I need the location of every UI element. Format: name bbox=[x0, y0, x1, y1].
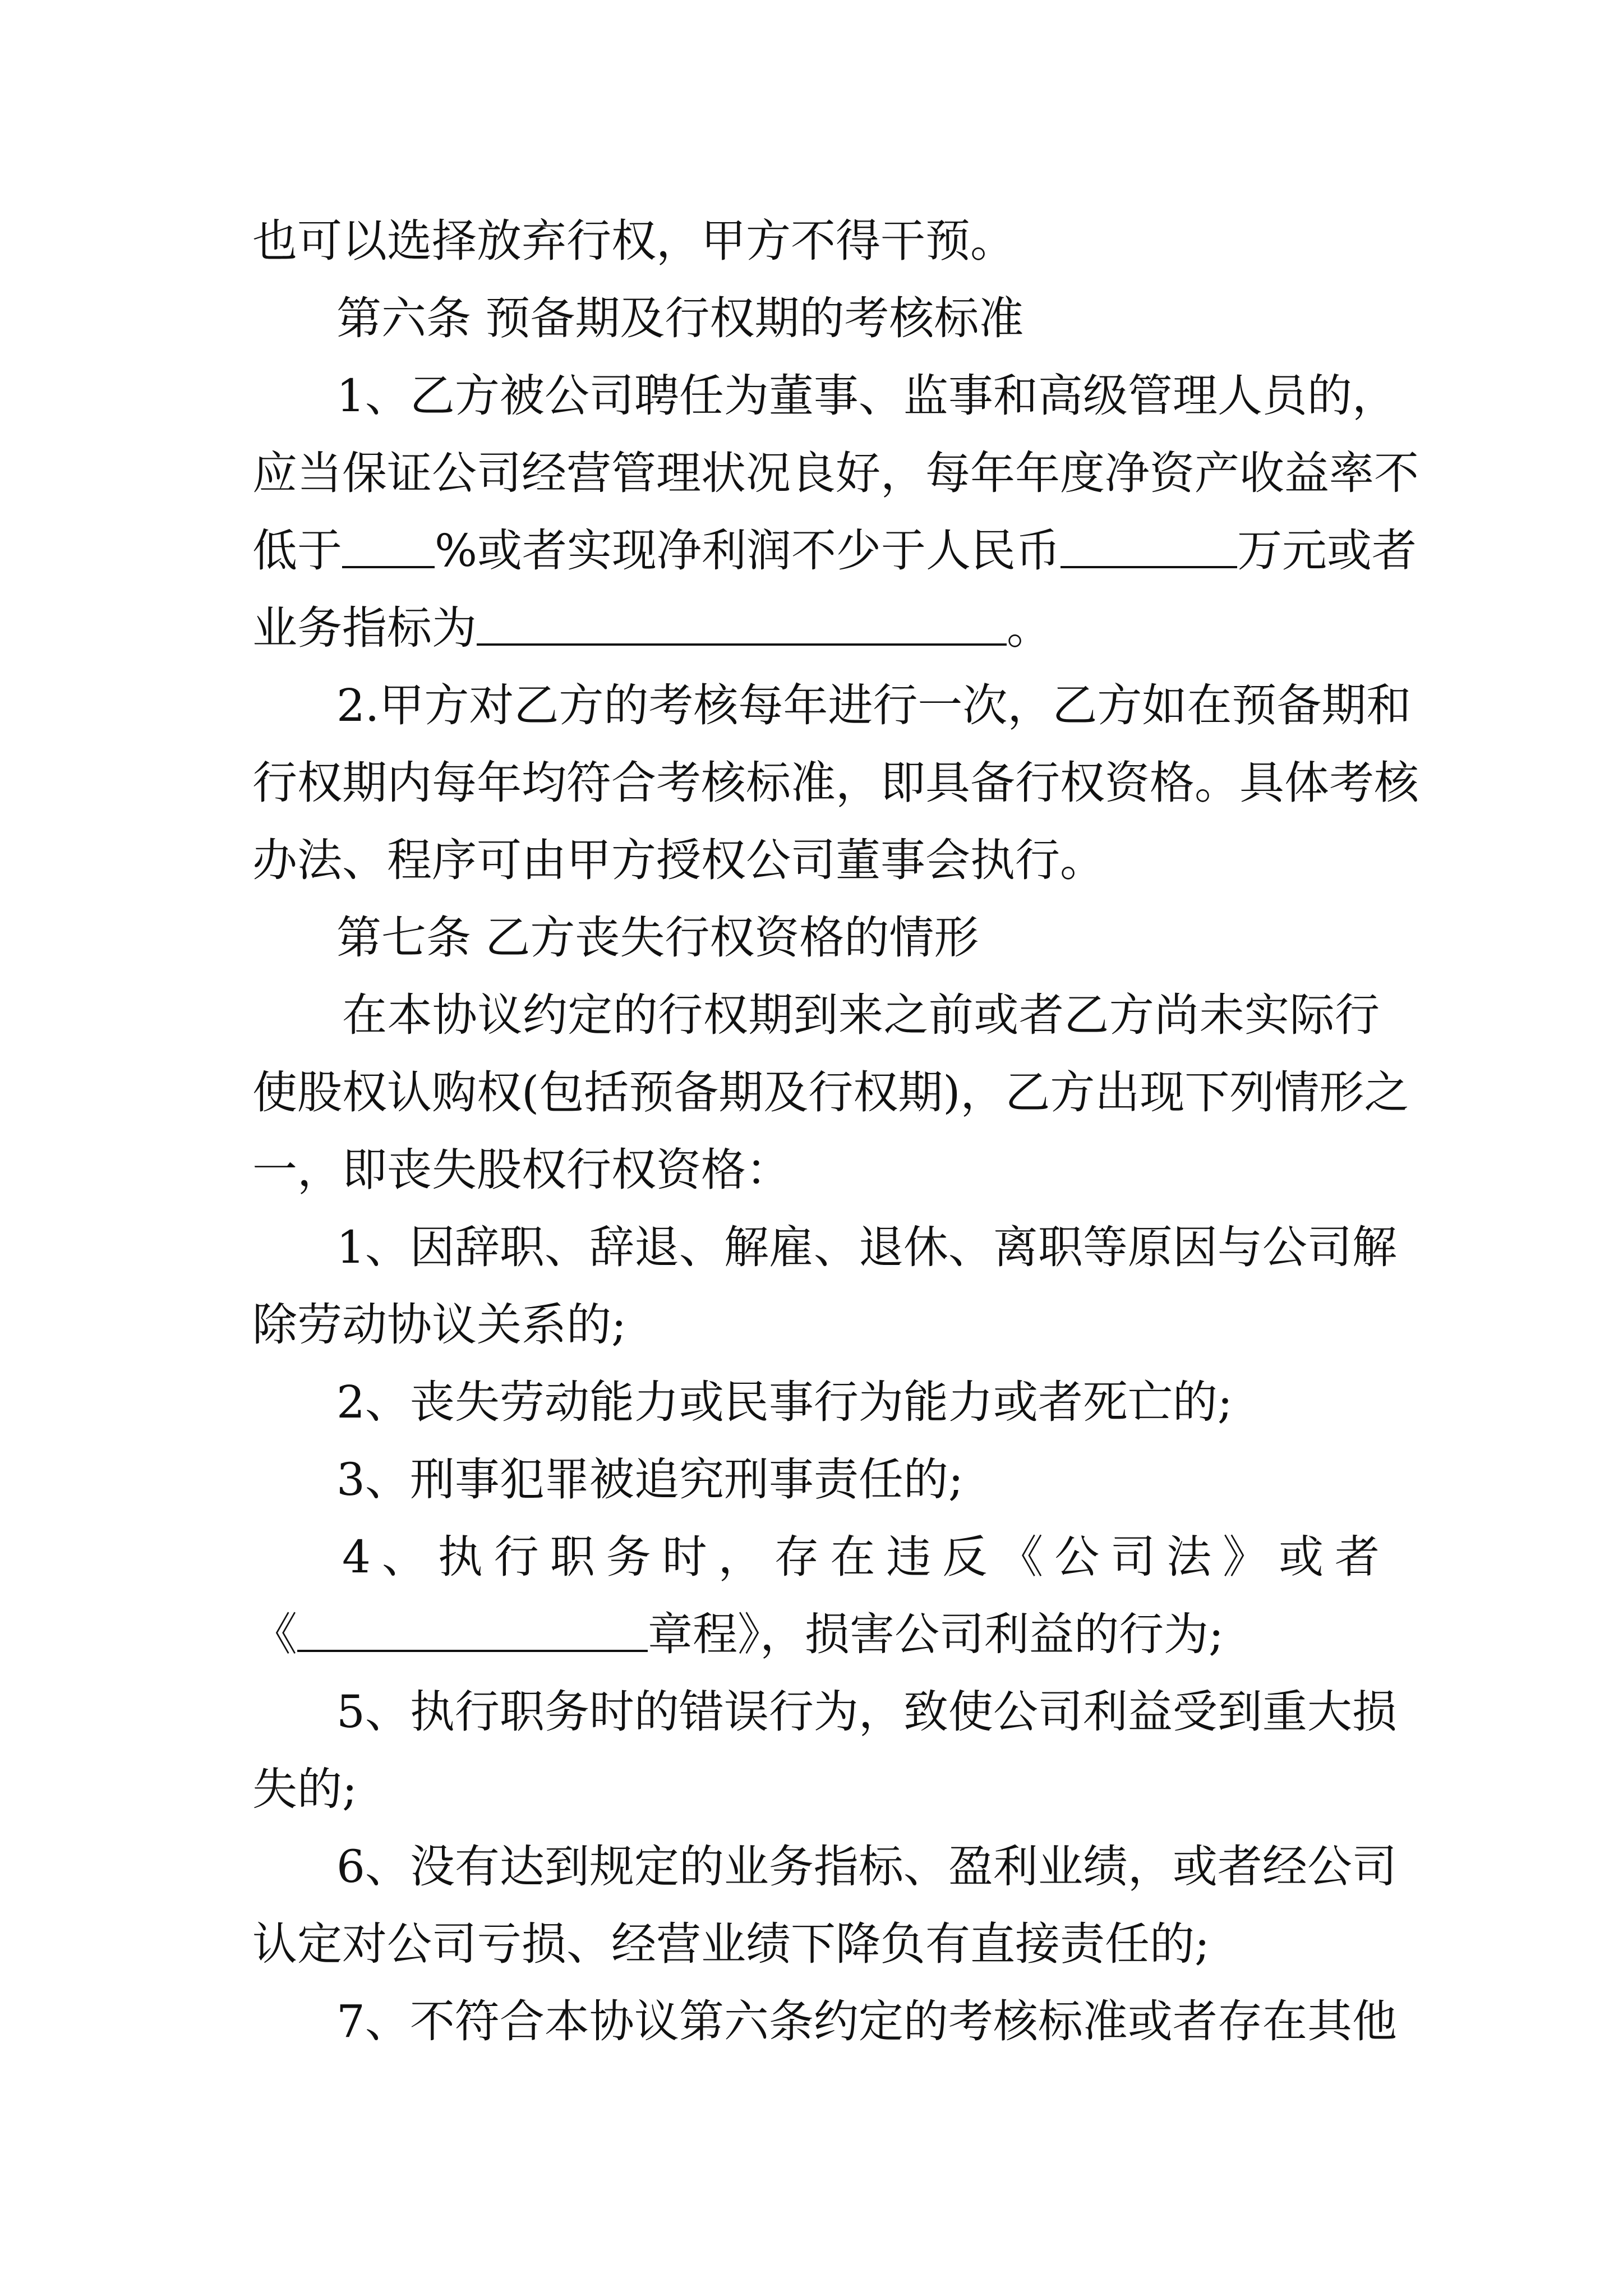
text-line: 1、因辞职、辞退、解雇、退休、离职等原因与公司解 bbox=[336, 1221, 1397, 1273]
text-line: 失的; bbox=[252, 1763, 357, 1815]
text-line: 3、刑事犯罪被追究刑事责任的; bbox=[336, 1453, 963, 1506]
text-line: 2.甲方对乙方的考核每年进行一次，乙方如在预备期和 bbox=[336, 679, 1412, 731]
fill-in-blank bbox=[477, 599, 1007, 646]
text-line: 6、没有达到规定的业务指标、盈利业绩，或者经公司 bbox=[336, 1841, 1397, 1893]
text-line: 在本协议约定的行权期到来之前或者乙方尚未实际行 bbox=[342, 989, 1380, 1041]
text-line: 2、丧失劳动能力或民事行为能力或者死亡的; bbox=[336, 1376, 1233, 1428]
text-line: 应当保证公司经营管理状况良好，每年年度净资产收益率不 bbox=[252, 447, 1419, 499]
document-page bbox=[252, 0, 1419, 2296]
text-line: 低于 %或者实现净利润不少于人民币 万元或者 bbox=[252, 512, 1380, 590]
text-line: 1、乙方被公司聘任为董事、监事和高级管理人员的， bbox=[336, 370, 1397, 422]
fill-in-blank bbox=[342, 521, 435, 568]
text-line: 4、执行职务时，存在违反《公司法》或者 bbox=[342, 1531, 1380, 1583]
text-line: 也可以选择放弃行权，甲方不得干预。 bbox=[252, 215, 1015, 267]
text-line: 《 章程》，损害公司利益的行为; bbox=[252, 1595, 1380, 1674]
text-line: 一，即丧失股权行权资格： bbox=[252, 1144, 791, 1196]
text-line: 使股权认购权(包括预备期及行权期)，乙方出现下列情形之 bbox=[252, 1066, 1409, 1119]
text-line: 办法、程序可由甲方授权公司董事会执行。 bbox=[252, 834, 1105, 886]
text-line: 7、不符合本协议第六条约定的考核标准或者存在其他 bbox=[336, 1995, 1397, 2047]
text-line: 除劳动协议关系的; bbox=[252, 1299, 626, 1351]
article-6-heading: 第六条 预备期及行权期的考核标准 bbox=[336, 292, 1024, 344]
fill-in-blank bbox=[297, 1605, 648, 1652]
text-line: 行权期内每年均符合考核标准，即具备行权资格。具体考核 bbox=[252, 757, 1419, 809]
text-line: 认定对公司亏损、经营业绩下降负有直接责任的; bbox=[252, 1918, 1210, 1970]
text-line: 业务指标为 。 bbox=[252, 589, 1380, 668]
fill-in-blank bbox=[1061, 521, 1237, 568]
text-line: 5、执行职务时的错误行为，致使公司利益受到重大损 bbox=[336, 1686, 1397, 1738]
article-7-heading: 第七条 乙方丧失行权资格的情形 bbox=[336, 912, 979, 964]
